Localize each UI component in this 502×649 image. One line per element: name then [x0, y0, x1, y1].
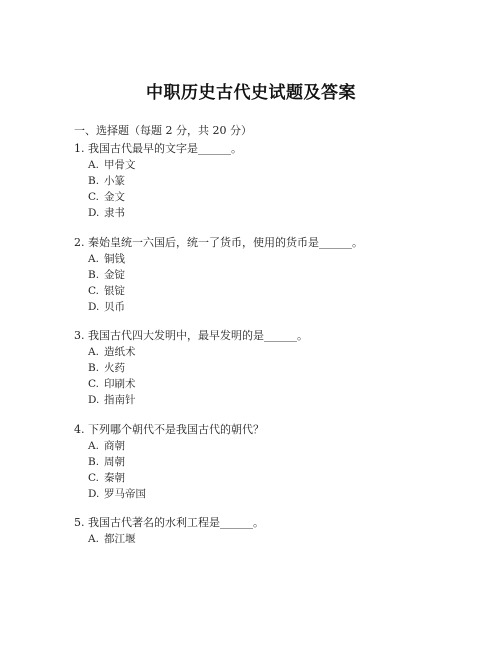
question-5: [74, 515, 474, 548]
option-text: 金锭: [104, 268, 125, 281]
question-stem: 3. 我国古代四大发明中，最早发明的是______。: [74, 329, 308, 342]
option-a: [74, 252, 474, 268]
question-3: [74, 328, 474, 409]
question-4: [74, 422, 474, 503]
option-b: [74, 361, 474, 377]
question-stem: 5. 我国古代著名的水利工程是______。: [74, 516, 264, 529]
option-letter: C.: [88, 191, 99, 203]
option-letter: A.: [88, 439, 99, 452]
option-d: [74, 487, 474, 503]
option-text: 罗马帝国: [104, 487, 146, 500]
option-d: [74, 393, 474, 409]
option-a: [74, 158, 474, 174]
option-c: [74, 284, 474, 300]
option-text: 隶书: [104, 207, 125, 219]
option-text: 金文: [104, 191, 125, 203]
option-letter: B.: [88, 268, 100, 281]
option-letter: D.: [88, 487, 100, 500]
question-stem: 2. 秦始皇统一六国后，统一了货币，使用的货币是______。: [74, 235, 363, 249]
document-title: 中职历史古代史试题及答案: [146, 83, 356, 103]
option-text: 商朝: [104, 439, 125, 452]
option-text: 指南针: [104, 394, 136, 406]
option-c: [74, 190, 474, 206]
option-letter: A.: [88, 252, 99, 265]
section-heading: 一、选择题（每题 2 分，共 20 分）: [74, 124, 252, 137]
option-letter: C.: [88, 284, 99, 297]
question-stem: 4. 下列哪个朝代不是我国古代的朝代？: [74, 422, 264, 436]
option-d: [74, 300, 474, 316]
option-letter: A.: [88, 533, 99, 545]
option-text: 火药: [104, 362, 125, 374]
option-c: [74, 377, 474, 393]
option-letter: B.: [88, 455, 100, 468]
option-a: [74, 439, 474, 455]
option-c: [74, 471, 474, 487]
option-text: 贝币: [104, 300, 125, 313]
question-stem: 1. 我国古代最早的文字是______。: [74, 142, 242, 155]
option-text: 小篆: [104, 175, 125, 187]
question-1: [74, 141, 474, 222]
option-letter: B.: [88, 362, 100, 374]
option-text: 铜钱: [104, 252, 125, 265]
option-letter: D.: [88, 394, 100, 406]
option-letter: A.: [88, 346, 99, 358]
option-letter: C.: [88, 471, 99, 484]
question-2: [74, 235, 474, 316]
option-b: [74, 455, 474, 471]
option-letter: B.: [88, 175, 100, 187]
option-letter: A.: [88, 159, 99, 171]
option-text: 秦朝: [104, 471, 125, 484]
option-text: 甲骨文: [104, 159, 136, 171]
option-a: [74, 532, 474, 548]
option-text: 印刷术: [104, 378, 136, 390]
option-letter: D.: [88, 300, 100, 313]
option-b: [74, 268, 474, 284]
option-a: [74, 345, 474, 361]
option-letter: C.: [88, 378, 99, 390]
question-list: [74, 141, 474, 561]
option-b: [74, 174, 474, 190]
option-text: 周朝: [104, 455, 125, 468]
option-text: 都江堰: [104, 533, 136, 545]
option-text: 造纸术: [104, 346, 136, 358]
option-letter: D.: [88, 207, 100, 219]
option-d: [74, 206, 474, 222]
option-text: 银锭: [104, 284, 125, 297]
